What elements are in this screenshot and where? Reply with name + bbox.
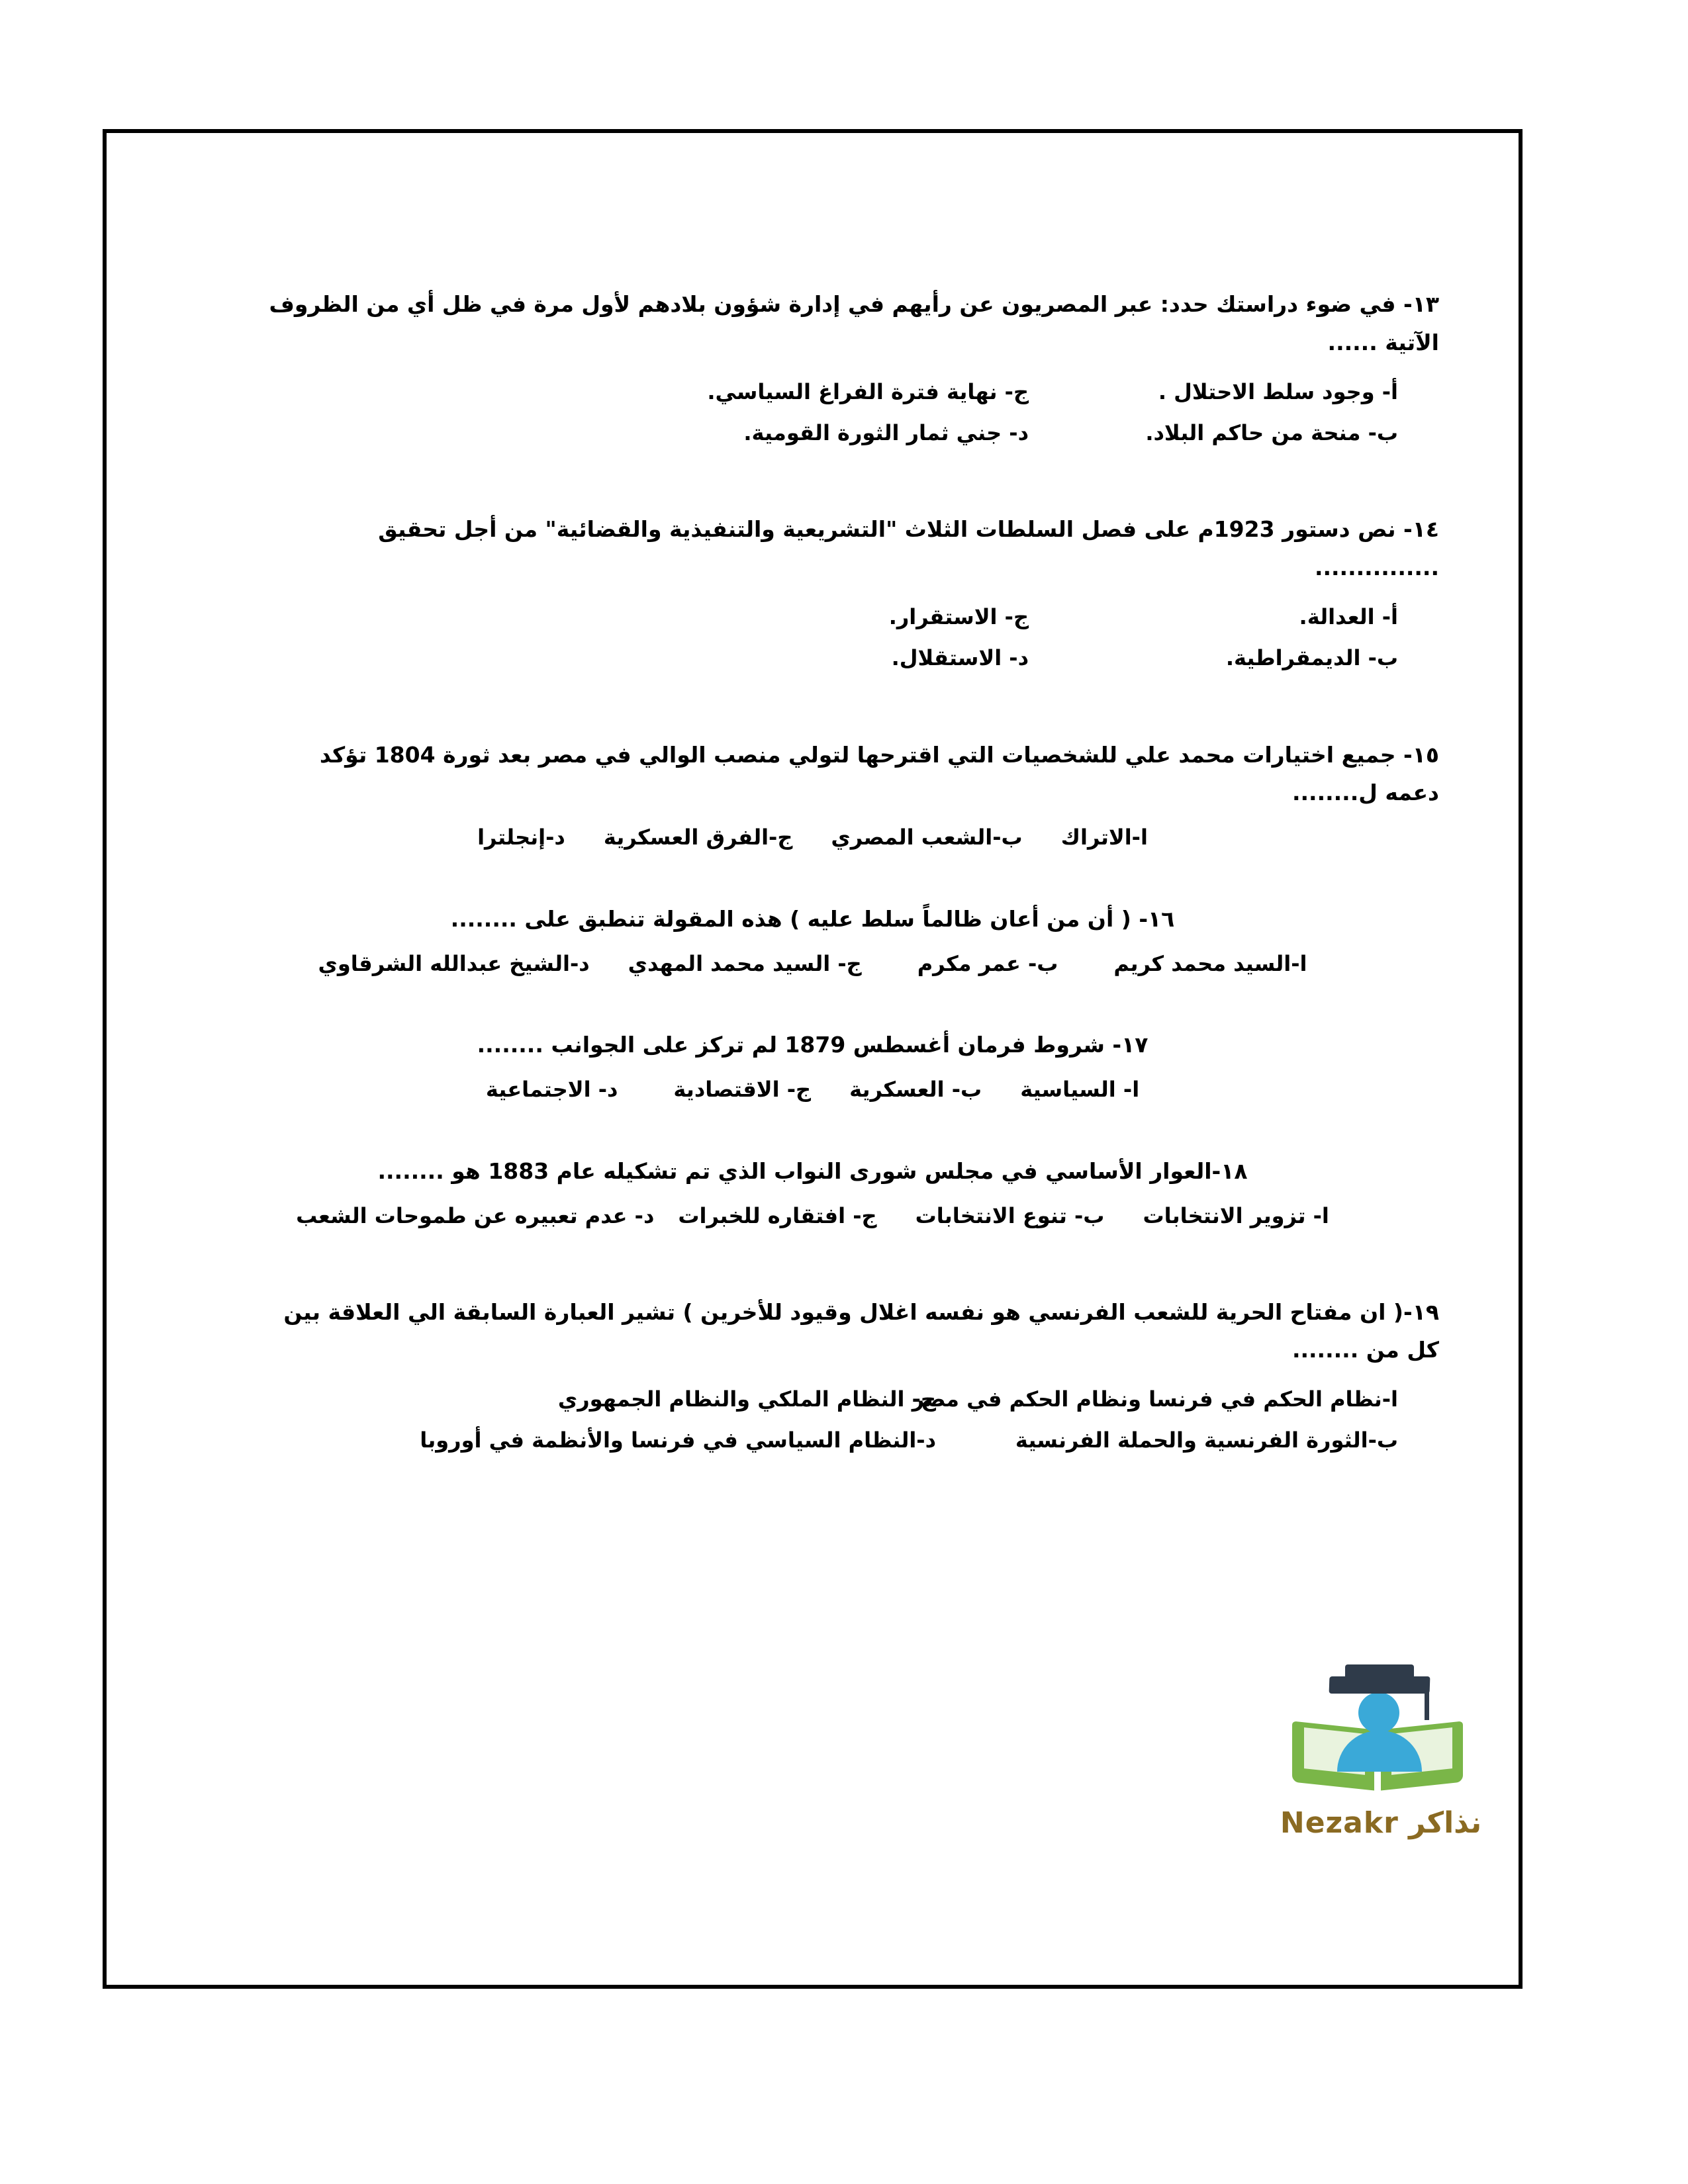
options-15 (186, 817, 1439, 858)
graduation-tassel (1425, 1682, 1429, 1720)
option-19-c[interactable]: ج- النظام الملكي والنظام الجمهوري (557, 1387, 936, 1412)
document-page (103, 129, 1523, 1989)
option-15-b[interactable]: ب-الشعب المصري (831, 825, 1023, 850)
option-13-a[interactable]: أ- وجود سلط الاحتلال . (1158, 379, 1398, 404)
question-tail-15: دعمه ل........ (1291, 780, 1439, 806)
spacer (186, 679, 1439, 736)
option-17-a[interactable]: ا- السياسية (1020, 1077, 1140, 1103)
option-13-d[interactable]: د- جني ثمار الثورة القومية. (743, 420, 1029, 445)
option-13-c[interactable]: ج- نهاية فترة الفراغ السياسي. (707, 379, 1029, 404)
document-content (107, 133, 1519, 1461)
option-17-d[interactable]: د- الاجتماعية (485, 1077, 618, 1103)
option-18-a[interactable]: ا- تزوير الانتخابات (1143, 1203, 1329, 1228)
option-18-b[interactable]: ب- تنوع الانتخابات (915, 1203, 1105, 1228)
options-14 (186, 596, 1439, 679)
option-16-d[interactable]: د-الشيخ عبدالله الشرقاوي (318, 950, 590, 976)
question-text-18 (186, 1152, 1439, 1191)
question-statement-13: ١٣- في ضوء دراستك حدد: عبر المصريون عن رأيهم في إدارة شؤون بلادهم لأول مرة في ظل أي من الظروف (269, 291, 1439, 317)
option-17-c[interactable]: ج- الاقتصادية (673, 1077, 812, 1103)
option-18-d[interactable]: د- عدم تعبيره عن طموحات الشعب (296, 1203, 655, 1228)
spacer (186, 1236, 1439, 1293)
option-16-b[interactable]: ب- عمر مكرم (917, 950, 1058, 976)
question-text-17 (186, 1026, 1439, 1064)
option-14-c[interactable]: ج- الاستقرار. (888, 604, 1029, 629)
options-13 (186, 371, 1439, 454)
option-19-a[interactable]: ا-نظام الحكم في فرنسا ونظام الحكم في مصر (912, 1387, 1398, 1412)
question-statement-17: ١٧- شروط فرمان أغسطس 1879 لم تركز على الجوانب ........ (477, 1032, 1149, 1058)
graduation-cap-top (1345, 1664, 1414, 1680)
option-15-a[interactable]: ا-الاتراك (1060, 825, 1148, 850)
spacer (186, 858, 1439, 900)
question-tail-13: الآتية ...... (1327, 329, 1439, 355)
question-block-19 (186, 1293, 1439, 1461)
option-19-d[interactable]: د-النظام السياسي في فرنسا والأنظمة في أوروبا (420, 1428, 936, 1453)
option-18-c[interactable]: ج- افتقاره للخبرات (678, 1203, 877, 1228)
option-15-c[interactable]: ج-الفرق العسكرية (603, 825, 793, 850)
question-text-19 (186, 1293, 1439, 1370)
spacer (186, 983, 1439, 1026)
question-tail-14: ............... (1314, 555, 1439, 581)
options-19 (186, 1379, 1439, 1461)
question-block-14 (186, 510, 1439, 678)
question-block-18 (186, 1152, 1439, 1236)
question-block-17 (186, 1026, 1439, 1110)
question-block-16 (186, 900, 1439, 984)
option-16-a[interactable]: ا-السيد محمد كريم (1113, 950, 1307, 976)
option-16-c[interactable]: ج- السيد محمد المهدي (628, 950, 862, 976)
option-14-d[interactable]: د- الاستقلال. (891, 645, 1029, 671)
graduate-head-shape (1358, 1692, 1399, 1733)
spacer (186, 453, 1439, 510)
graduate-book-icon (1288, 1662, 1474, 1801)
spacer (186, 1110, 1439, 1152)
options-16 (186, 944, 1439, 984)
question-text-14 (186, 510, 1439, 587)
options-18 (186, 1196, 1439, 1236)
option-19-b[interactable]: ب-الثورة الفرنسية والحملة الفرنسية (1015, 1428, 1398, 1453)
question-block-13 (186, 285, 1439, 453)
option-17-b[interactable]: ب- العسكرية (849, 1077, 982, 1103)
question-text-16 (186, 900, 1439, 938)
option-14-a[interactable]: أ- العدالة. (1299, 604, 1398, 629)
option-13-b[interactable]: ب- منحة من حاكم البلاد. (1145, 420, 1398, 445)
question-statement-14: ١٤- نص دستور 1923م على فصل السلطات الثلاث "التشريعية والتنفيذية والقضائية" من أجل تحقيق (378, 516, 1439, 543)
brand-logo (1272, 1662, 1490, 1860)
question-statement-18: ١٨-العوار الأساسي في مجلس شورى النواب الذي تم تشكيله عام 1883 هو ........ (377, 1158, 1248, 1184)
option-14-b[interactable]: ب- الديمقراطية. (1225, 645, 1398, 671)
question-statement-15: ١٥- جميع اختيارات محمد علي للشخصيات التي اقترحها لتولي منصب الوالي في مصر بعد ثورة 1804 تؤكد (319, 741, 1439, 768)
brand-name: نذاكر Nezakr (1280, 1806, 1482, 1840)
question-block-15 (186, 736, 1439, 858)
question-statement-16: ١٦- ( أن من أعان ظالماً سلط عليه ) هذه المقولة تنطبق على ........ (450, 905, 1175, 932)
option-15-d[interactable]: د-إنجلترا (477, 825, 565, 850)
question-statement-19: ١٩-( ان مفتاح الحرية للشعب الفرنسي هو نفسه اغلال وقيود للأخرين ) تشير العبارة السابقة الي العلاقة بين (283, 1298, 1439, 1325)
options-17 (186, 1069, 1439, 1110)
question-text-13 (186, 285, 1439, 362)
question-tail-19: كل من ........ (1291, 1337, 1439, 1363)
question-text-15 (186, 736, 1439, 813)
